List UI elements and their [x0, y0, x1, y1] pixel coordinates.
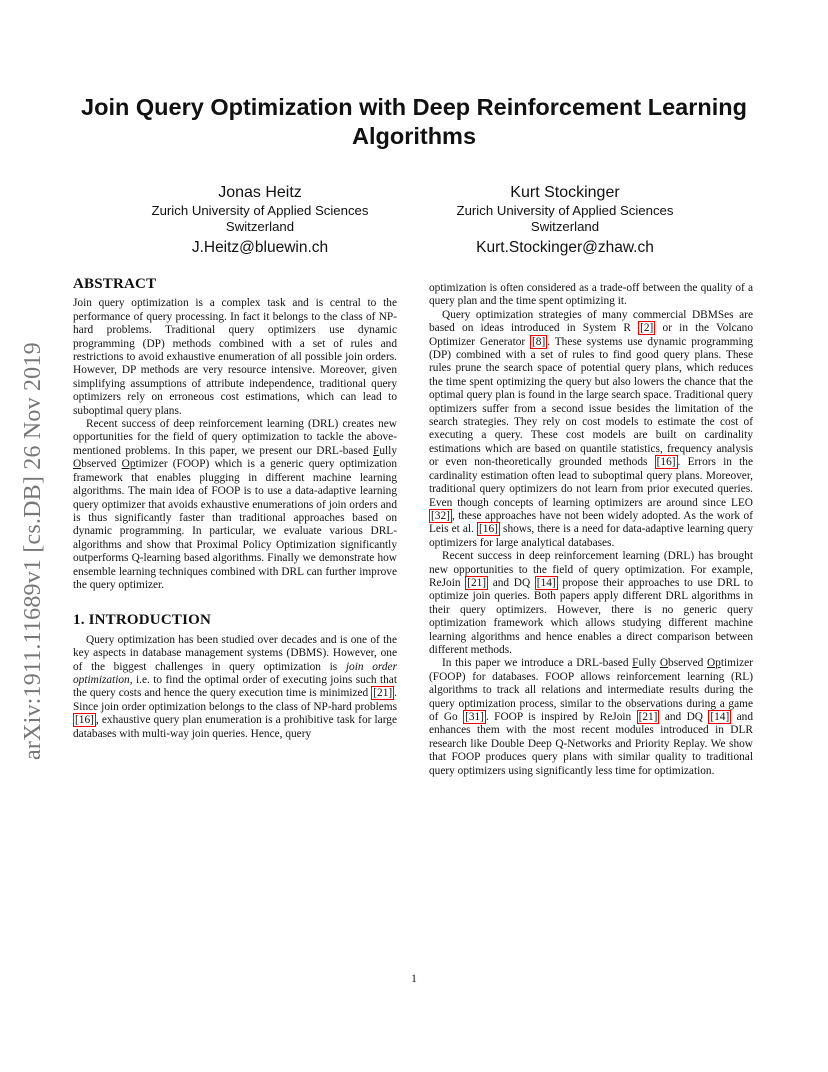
- author-email: J.Heitz@bluewin.ch: [191, 239, 329, 256]
- left-column: [73, 278, 397, 741]
- intro-paragraph-2: Query optimization strategies of many commercial DBMSes are based on ideas introduced in System R [2] or in the Volcano Optimizer Generator [8] . These systems use dynamic programming (DP) combined with a set of rules to find good query plans. These rules prune the search space of potential query plans, which reduces the time spent optimizing the query but also lowers the chance that the optimal query plan is found in the large search space. Traditional query optimizers suffer from a second issue besides the limitation of the search strategies. They rely on cost models to estimate the cost of executing a query. These cost models are built on cardinality estimations which are based on quantile statistics, frequency analysis or even non-theoretically grounded methods [16] . Errors in the cardinality estimation often lead to suboptimal query plans. Moreover, traditional query optimizers do not learn from prior executed queries. Even though concepts of learning optimizers are around since LEO [32] , these approaches have not been widely adopted. As the work of Leis et al. [16] shows, there is a need for data-adaptive learning query optimizers for large analytical databases.: [429, 308, 754, 549]
- citation-link[interactable]: [16]: [75, 714, 94, 727]
- abstract-heading: ABSTRACT: [73, 276, 157, 292]
- paper-title: Join Query Optimization with Deep Reinforcement Learning Algorithms: [81, 94, 747, 149]
- citation-link[interactable]: [16]: [479, 523, 498, 536]
- author-block-1: [110, 183, 410, 258]
- intro-paragraph-continued: optimization is often considered as a trade-off between the quality of a query plan and the time spent optimizing it.: [429, 282, 753, 308]
- abstract-paragraph-1: Join query optimization is a complex task and is central to the performance of query processing. In fact it belongs to the class of NP-hard problems. Traditional query optimizers use dynamic programming (DP) methods combined with a set of rules and restrictions to avoid exhaustive enumeration of all possible join orders. However, DP methods are very resource intensive. Moreover, given simplifying assumptions of attribute independence, traditional query optimizers rely on erroneous cost estimations, which can lead to suboptimal query plans.: [73, 297, 397, 417]
- author-affiliation: Zurich University of Applied Sciences: [456, 203, 674, 218]
- citation-link[interactable]: [21]: [373, 687, 393, 700]
- author-affiliation: Zurich University of Applied Sciences: [151, 203, 369, 218]
- introduction-heading: 1. INTRODUCTION: [73, 612, 212, 629]
- author-block-2: [415, 183, 715, 258]
- author-email: Kurt.Stockinger@zhaw.ch: [476, 239, 654, 256]
- right-column: [429, 282, 753, 778]
- arxiv-stamp: arXiv:1911.11689v1 [cs.DB] 26 Nov 2019: [20, 342, 46, 760]
- author-name: Kurt Stockinger: [510, 184, 620, 201]
- page-number: 1: [411, 973, 417, 985]
- citation-link[interactable]: [31]: [465, 711, 484, 723]
- citation-link[interactable]: [14]: [710, 711, 730, 723]
- intro-paragraph-1: Query optimization has been studied over decades and is one of the key aspects in database management systems (DBMS). However, one of the biggest challenges in query optimization is join order optimization, i.e. to find the optimal order of executing joins such that the query costs and hence the query execution time is minimized [21] . Since join order optimization belongs to the class of NP-hard problems [16] , exhaustive query plan enumeration is a prohibitive task for large databases with multi-way join queries. Hence, query: [73, 633, 397, 740]
- citation-link[interactable]: [2]: [640, 322, 654, 335]
- intro-paragraph-3: Recent success in deep reinforcement learning (DRL) has brought new opportunities to the field of query optimization. For example, ReJoin [21] and DQ [14] propose their approaches to use DRL to optimize join queries. Both papers apply different DRL algorithms in their query optimizers. However, there is no generic query optimization framework which allows studying different machine learning algorithms and hence enables a direct comparison between different methods.: [429, 550, 753, 656]
- citation-link[interactable]: [8]: [532, 335, 546, 348]
- author-country: Switzerland: [530, 218, 600, 234]
- citation-link[interactable]: [32]: [431, 509, 450, 522]
- intro-paragraph-4: In this paper we introduce a DRL-based Fully Observed Optimizer (FOOP) for databases. FOOP allows reinforcement learning (RL) algorithms to track all relations and intermediate results during the query optimization process, similar to the observations during a game of Go [31] . FOOP is inspired by ReJoin [21] and DQ [14] and enhances them with the most recent modules introduced in DLR research like Double Deep Q-Networks and Priority Replay. We show that FOOP produces query plans with similar quality to traditional query optimizers using significantly less time for optimization.: [429, 657, 753, 777]
- citation-link[interactable]: [21]: [467, 576, 487, 589]
- citation-link[interactable]: [16]: [656, 456, 676, 469]
- abstract-paragraph-2: Recent success of deep reinforcement learning (DRL) creates new opportunities for the field of query optimization to tackle the above-mentioned problems. In this paper, we present our DRL-based Fully Observed Optimizer (FOOP) which is a generic query optimization framework that enables plugging in different machine learning algorithms. The main idea of FOOP is to use a data-adaptive learning query optimizer that avoids exhaustive enumerations of join orders and is thus significantly faster than traditional approaches based on dynamic programming. In particular, we evaluate various DRL-algorithms and show that Proximal Policy Optimization significantly outperforms Q-learning based algorithms. Finally we demonstrate how ensemble learning techniques combined with DRL can further improve the query optimizer.: [73, 418, 397, 591]
- citation-link[interactable]: [14]: [536, 576, 556, 589]
- author-name: Jonas Heitz: [218, 184, 302, 201]
- author-country: Switzerland: [225, 218, 295, 234]
- citation-link[interactable]: [21]: [638, 711, 658, 723]
